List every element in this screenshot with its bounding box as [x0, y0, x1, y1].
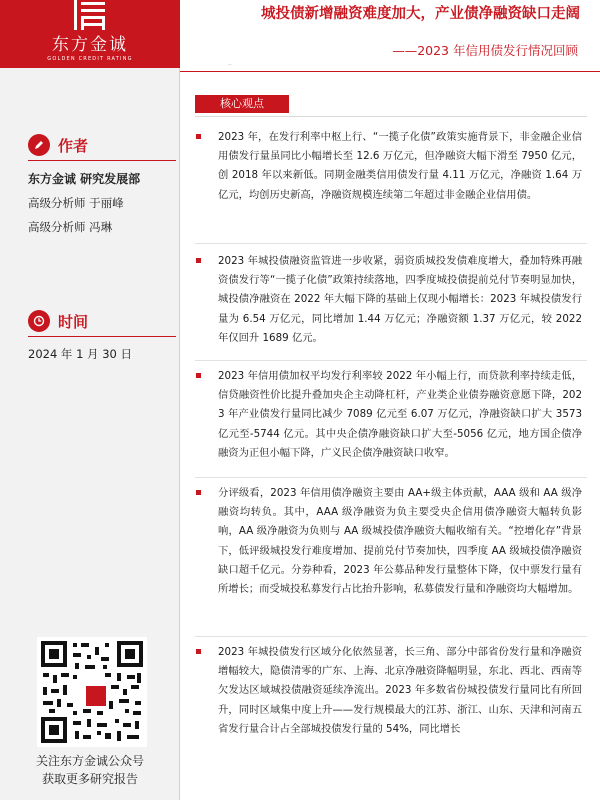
square-bullet-icon	[196, 373, 201, 378]
paragraph-divider	[195, 243, 587, 244]
time-heading	[28, 310, 88, 332]
paragraph-text: 2023 年城投债融资监管进一步收紧，弱资质城投发债难度增大，叠加特殊再融资债发行等“一揽子化债”政策持续落地，四季度城投债提前兑付节奏明显加快，城投债净融资在 2022 年大幅下降的基础上仅现小幅增长：2023 年城投债发行量为 6.54 万亿元，同比增加 1.44 万亿元；净融资额 1.37 万亿元，较 2022 年仅回升 1689 亿元。	[218, 255, 582, 344]
square-bullet-icon	[196, 649, 201, 654]
pen-icon	[28, 134, 50, 156]
paragraph-text: 2023 年，在发行利率中枢上行、“一揽子化债”政策实施背景下，非金融企业信用债发行量虽同比小幅增长至 12.6 万亿元，但净融资大幅下滑至 7950 亿元，创 2018 年以来新低。同期金融类信用债发行量 4.11 万亿元，净融资 1.64 万亿元，均创历史新高，净融资规模连续第二年超过非金融企业信用债。	[218, 131, 582, 201]
time-divider	[28, 336, 176, 337]
author-divider	[28, 160, 176, 161]
logo-text-en: GOLDEN CREDIT RATING	[47, 56, 133, 62]
analyst-2: 高级分析师 冯琳	[28, 220, 113, 234]
author-org: 东方金诚 研究发展部	[28, 172, 141, 186]
header-divider	[180, 71, 600, 72]
paragraph-text: 2023 年信用债加权平均发行利率较 2022 年小幅上行，而贷款利率持续走低，信贷融资性价比提升叠加央企主动降杠杆，产业类企业债券融资意愿下降，2023 年产业债发行量同比减少 7089 亿元至 6.07 万亿元，净融资缺口扩大 3573 亿元至-5744 亿元。其中央企债净融资缺口扩大至-5056 亿元，地方国企债净融资为正但小幅下降，广义民企债净融资缺口收窄。	[218, 370, 582, 459]
author-heading-label: 作者	[58, 136, 89, 155]
time-heading-label: 时间	[58, 312, 89, 331]
paragraph-divider	[195, 477, 587, 478]
paragraph-divider	[195, 636, 587, 637]
key-points-divider	[195, 116, 587, 117]
report-date: 2024 年 1 月 30 日	[28, 347, 132, 361]
qr-logo-icon	[84, 684, 108, 708]
author-heading	[28, 134, 88, 156]
logo-mark-icon	[70, 0, 110, 30]
square-bullet-icon	[196, 134, 201, 139]
qr-code	[37, 637, 147, 747]
qr-caption-line-2: 获取更多研究报告	[41, 772, 138, 786]
report-title: 城投债新增融资难度加大，产业债净融资缺口走阔	[261, 6, 580, 22]
logo-text-cn: 东方金诚	[52, 35, 128, 55]
key-points-tag: 核心观点	[195, 95, 289, 113]
analyst-1: 高级分析师 于丽峰	[28, 196, 124, 210]
clock-icon	[28, 310, 50, 332]
qr-caption-line-1: 关注东方金诚公众号	[35, 754, 144, 768]
paragraph-divider	[195, 360, 587, 361]
paragraph-text: 分评级看，2023 年信用债净融资主要由 AA+级主体贡献，AAA 级和 AA 级净融资均转负。其中，AAA 级净融资为负主要受央企信用债净融资大幅转负影响，AA 级净融资为负则与 AA 级城投债净融资大幅收缩有关。“控增化存”背景下，低评级城投发行难度增加、提前兑付节奏加快，四季度 AA 级城投债净融资缺口超千亿元。分券种看，2023 年公募品种发行量整体下降，仅中票发行量有所增长；而受城投私募发行占比抬升影响，私募债发行量和净融资均大幅增加。	[218, 487, 582, 596]
paragraph-text: 2023 年城投债发行区域分化依然显著，长三角、部分中部省份发行量和净融资增幅较大，隐债清零的广东、上海、北京净融资降幅明显，东北、西北、西南等欠发达区域城投债融资延续净流出。2023 年多数省份城投债发行量同比有所回升，同时区域集中度上升——发行规模最大的江苏、浙江、山东、天津和河南五省发行量合计占全部城投债发行量的 54%，同比增长	[218, 646, 582, 735]
logo	[0, 0, 180, 68]
report-subtitle: ——2023 年信用债发行情况回顾	[392, 43, 578, 58]
header-dots: ··	[228, 62, 232, 69]
square-bullet-icon	[196, 258, 201, 263]
square-bullet-icon	[196, 490, 201, 495]
